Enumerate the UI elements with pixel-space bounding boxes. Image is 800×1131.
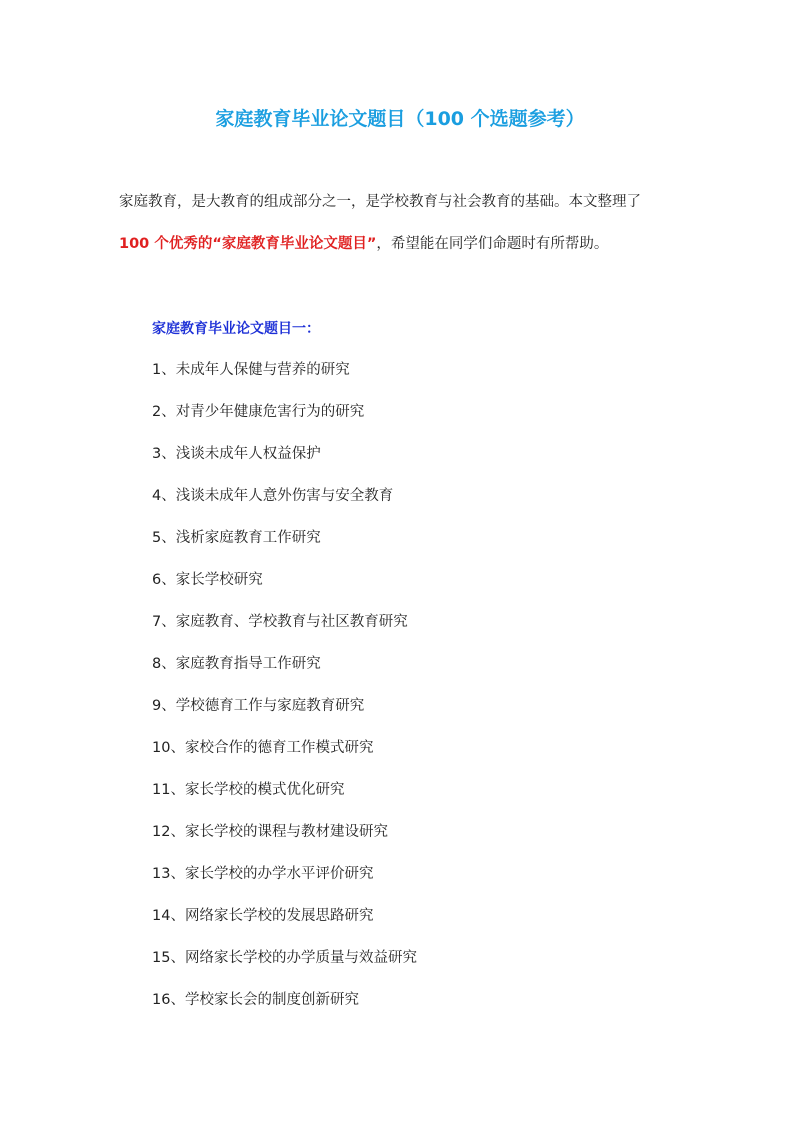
document-title: 家庭教育毕业论文题目（100 个选题参考） bbox=[215, 108, 585, 130]
topic-item: 5、浅析家庭教育工作研究 bbox=[152, 530, 321, 546]
intro-line-2-rest: ，希望能在同学们命题时有所帮助。 bbox=[376, 236, 609, 252]
topic-item: 1、未成年人保健与营养的研究 bbox=[152, 362, 350, 378]
intro-paragraph-line-2 bbox=[119, 232, 608, 256]
topic-item: 7、家庭教育、学校教育与社区教育研究 bbox=[152, 614, 408, 630]
topic-item: 2、对青少年健康危害行为的研究 bbox=[152, 404, 365, 420]
topic-item: 6、家长学校研究 bbox=[152, 572, 263, 588]
topic-list bbox=[152, 358, 417, 1030]
topic-item: 9、学校德育工作与家庭教育研究 bbox=[152, 698, 365, 714]
topic-item: 16、学校家长会的制度创新研究 bbox=[152, 992, 359, 1008]
intro-highlight-text: 100 个优秀的“家庭教育毕业论文题目” bbox=[119, 236, 377, 252]
topic-item: 14、网络家长学校的发展思路研究 bbox=[152, 908, 374, 924]
topic-item: 13、家长学校的办学水平评价研究 bbox=[152, 866, 374, 882]
topic-item: 8、家庭教育指导工作研究 bbox=[152, 656, 321, 672]
topic-item: 10、家校合作的德育工作模式研究 bbox=[152, 740, 374, 756]
topic-item: 11、家长学校的模式优化研究 bbox=[152, 782, 345, 798]
section-heading: 家庭教育毕业论文题目一： bbox=[152, 321, 320, 337]
topic-item: 4、浅谈未成年人意外伤害与安全教育 bbox=[152, 488, 394, 504]
topic-item: 15、网络家长学校的办学质量与效益研究 bbox=[152, 950, 417, 966]
topic-item: 12、家长学校的课程与教材建设研究 bbox=[152, 824, 388, 840]
intro-paragraph-line-1: 家庭教育，是大教育的组成部分之一，是学校教育与社会教育的基础。本文整理了 bbox=[119, 194, 641, 210]
topic-item: 3、浅谈未成年人权益保护 bbox=[152, 446, 321, 462]
